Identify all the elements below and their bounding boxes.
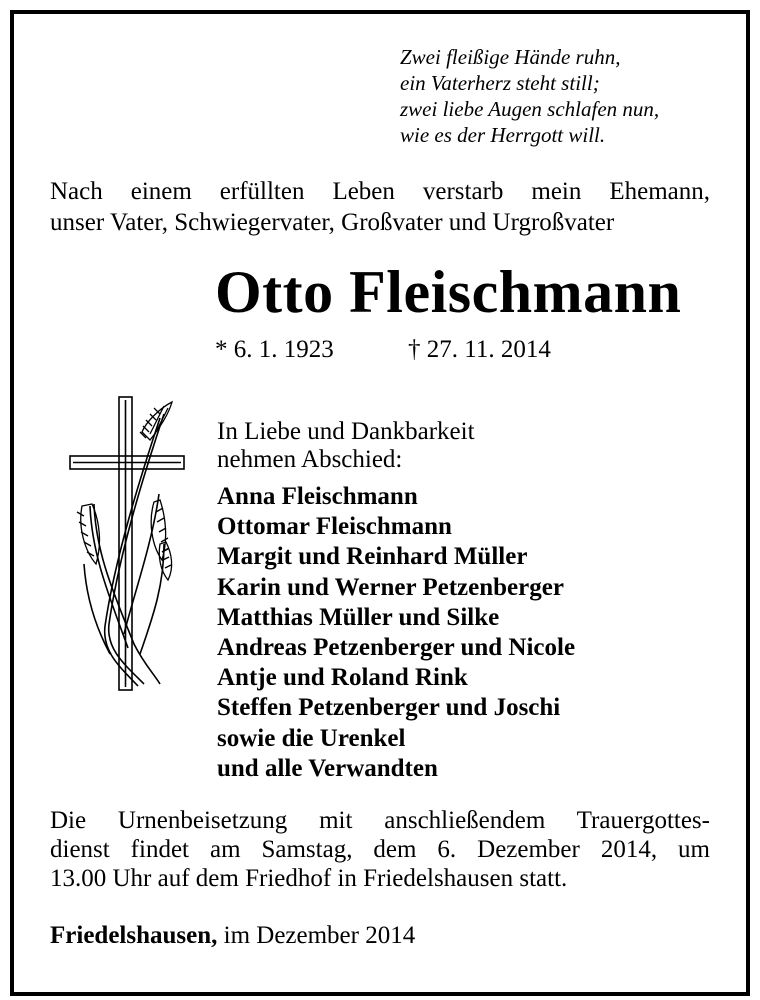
mourner-entry: Steffen Petzenberger und Joschi [217,694,561,722]
place-town: Friedelshausen, [50,922,218,949]
birth-date: * 6. 1. 1923 [215,336,334,363]
poem [400,44,659,148]
mourner-entry: Anna Fleischmann [217,483,418,510]
farewell-line: nehmen Abschied: [217,446,403,473]
mourner-entry: Andreas Petzenberger und Nicole [217,634,576,662]
death-date: † 27. 11. 2014 [408,336,551,363]
cross-with-wheat-icon [64,394,194,699]
intro-line: unser Vater, Schwiegervater, Großvater und Urgroßvater [50,209,615,236]
mourners-list [217,482,575,784]
deceased-name: Otto Fleischmann [215,259,682,325]
intro-line: Nach einem erfüllten Leben verstarb mein Ehemann, [50,178,710,205]
mourner-entry: und alle Verwandten [217,754,438,782]
poem-line: ein Vaterherz steht still; [400,71,600,95]
funeral-line: 13.00 Uhr auf dem Friedhof in Friedelshausen statt. [50,865,568,892]
intro-text [50,176,710,238]
mourner-entry: Karin und Werner Petzenberger [217,573,564,601]
funeral-line: dienst findet am Samstag, dem 6. Dezember 2014, um [50,836,710,863]
mourner-entry: Antje und Roland Rink [217,664,468,692]
mourner-entry: sowie die Urenkel [217,724,406,752]
mourner-entry: Margit und Reinhard Müller [217,543,528,571]
place-and-date [50,922,415,950]
poem-line: zwei liebe Augen schlafen nun, [400,97,660,121]
place-date: im Dezember 2014 [223,922,416,949]
funeral-details [50,806,710,893]
mourner-entry: Matthias Müller und Silke [217,603,500,631]
mourner-entry: Ottomar Fleischmann [217,513,452,541]
poem-line: Zwei fleißige Hände ruhn, [400,45,621,69]
funeral-line: Die Urnenbeisetzung mit anschließendem Trauergottes- [50,807,710,834]
poem-line: wie es der Herrgott will. [400,123,606,147]
farewell-text [217,418,475,474]
farewell-line: In Liebe und Dankbarkeit [217,418,475,445]
